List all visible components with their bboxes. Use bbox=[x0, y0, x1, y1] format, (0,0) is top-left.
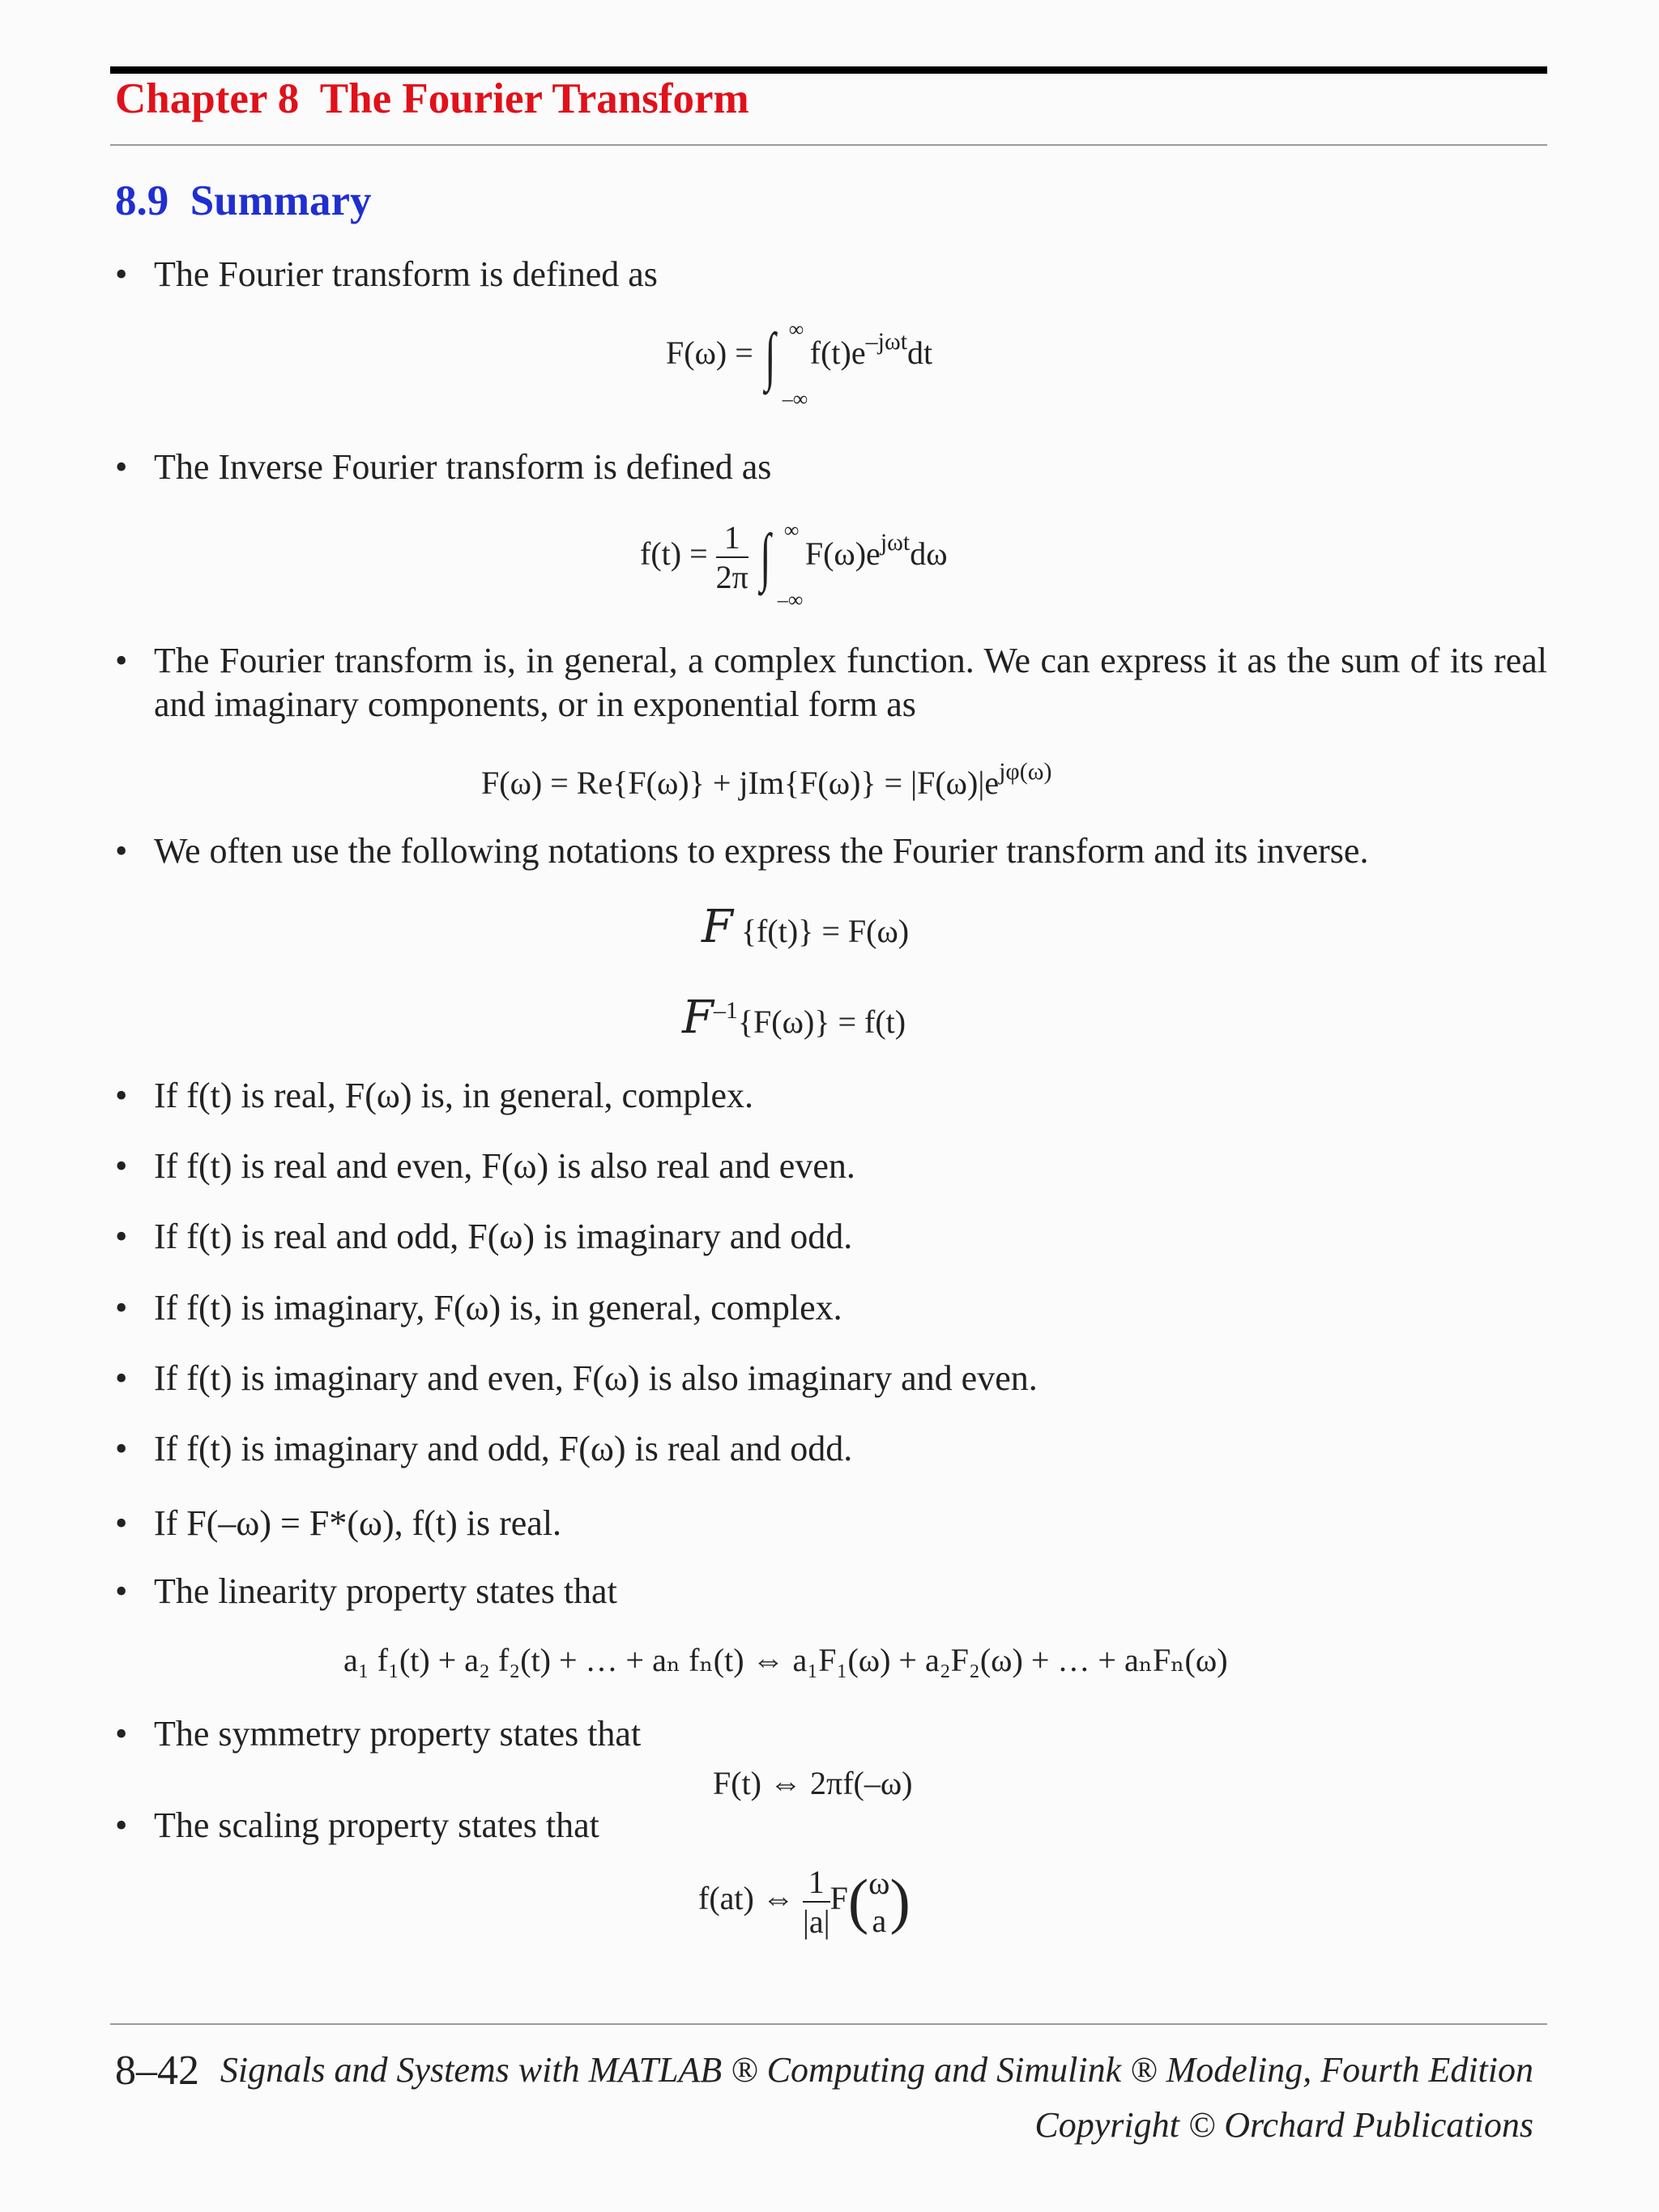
bullet-text: The Fourier transform is, in general, a complex function. We can express it as the sum of its real and imaginary components, or in exponential form as bbox=[154, 641, 1547, 724]
denominator: a bbox=[872, 1903, 887, 1939]
integral-upper: ∞ bbox=[783, 518, 800, 542]
bullet-prop-real-odd bbox=[115, 1215, 852, 1259]
eq-lhs: F(ω) = bbox=[666, 335, 753, 372]
bullet-dot: • bbox=[115, 1571, 128, 1611]
eq-lhs: f(at) ⇔ bbox=[698, 1880, 795, 1917]
bullet-dot: • bbox=[115, 1076, 128, 1115]
fourier-script-symbol: F bbox=[682, 991, 714, 1044]
bullet-text: We often use the following notations to express the Fourier transform and its inverse. bbox=[154, 831, 1369, 871]
bullet-dot: • bbox=[115, 1503, 128, 1543]
fraction-omega-over-a bbox=[868, 1864, 889, 1940]
integral-sign: ∫ bbox=[765, 321, 776, 392]
integral-lower: –∞ bbox=[777, 588, 804, 612]
bullet-text: If f(t) is real and even, F(ω) is also real and even. bbox=[154, 1146, 855, 1186]
bullet-complex-function bbox=[115, 639, 1547, 727]
bullet-dot: • bbox=[115, 831, 128, 871]
bullet-prop-real bbox=[115, 1074, 753, 1118]
footer-divider bbox=[110, 2023, 1547, 2025]
bullet-dot: • bbox=[115, 1358, 128, 1398]
chapter-heading: Chapter 8 The Fourier Transform bbox=[115, 75, 749, 122]
eq-function: F bbox=[830, 1880, 848, 1917]
bullet-dot: • bbox=[115, 1146, 128, 1186]
integral-upper: ∞ bbox=[788, 318, 804, 341]
bullet-prop-real-even bbox=[115, 1144, 855, 1188]
page-number: 8–42 bbox=[115, 2048, 199, 2094]
bullet-text: The Inverse Fourier transform is defined as bbox=[154, 447, 772, 487]
inverse-equation bbox=[640, 518, 948, 612]
eq-body: f(t)e bbox=[809, 335, 866, 372]
bullet-dot: • bbox=[115, 254, 128, 294]
bullet-text: The symmetry property states that bbox=[154, 1714, 642, 1754]
bullet-linearity bbox=[115, 1570, 617, 1613]
fourier-equation bbox=[666, 318, 933, 411]
eq-exponent: jωt bbox=[880, 529, 911, 556]
complex-form-equation bbox=[481, 758, 1051, 802]
bullet-scaling bbox=[115, 1804, 599, 1848]
eq-body: F(ω)e bbox=[804, 535, 881, 573]
bullet-text: If F(–ω) = F*(ω), f(t) is real. bbox=[154, 1503, 562, 1543]
bullet-text: If f(t) is imaginary and even, F(ω) is also imaginary and even. bbox=[154, 1358, 1038, 1398]
bullet-fourier-def bbox=[115, 253, 658, 296]
integral-lower: –∞ bbox=[782, 387, 808, 411]
eq-exponent: jφ(ω) bbox=[999, 758, 1052, 785]
bullet-dot: • bbox=[115, 1429, 128, 1468]
eq-differential: dt bbox=[907, 335, 933, 372]
bullet-dot: • bbox=[115, 1288, 128, 1328]
eq-body: {f(t)} = F(ω) bbox=[740, 913, 910, 949]
notation-forward bbox=[702, 901, 909, 953]
bullet-prop-imaginary-even bbox=[115, 1357, 1038, 1400]
eq-differential: dω bbox=[910, 535, 948, 573]
numerator: ω bbox=[868, 1865, 890, 1901]
header-rule bbox=[110, 66, 1547, 74]
linearity-equation: a₁ f₁(t) + a₂ f₂(t) + … + aₙ fₙ(t) ⇔ a₁F₁(ω) + a₂F₂(ω) + … + aₙFₙ(ω) bbox=[343, 1642, 1228, 1678]
eq-body: F(ω) = Re{F(ω)} + jIm{F(ω)} = |F(ω)|e bbox=[481, 765, 1000, 801]
numerator: 1 bbox=[803, 1863, 830, 1903]
copyright-line: Copyright © Orchard Publications bbox=[1034, 2105, 1533, 2145]
header-divider bbox=[110, 144, 1547, 146]
bullet-text: The Fourier transform is defined as bbox=[154, 254, 658, 294]
bullet-prop-conjugate bbox=[115, 1502, 561, 1545]
bullet-dot: • bbox=[115, 447, 128, 487]
symmetry-equation: F(t) ⇔ 2πf(–ω) bbox=[713, 1765, 913, 1801]
numerator: 1 bbox=[716, 518, 748, 558]
eq-exponent: –1 bbox=[713, 997, 738, 1024]
bullet-symmetry bbox=[115, 1712, 641, 1756]
bullet-text: If f(t) is imaginary and odd, F(ω) is real and odd. bbox=[154, 1429, 853, 1468]
bullet-dot: • bbox=[115, 1805, 128, 1845]
bullet-text: If f(t) is imaginary, F(ω) is, in general, complex. bbox=[154, 1288, 842, 1328]
bullet-text: If f(t) is real and odd, F(ω) is imaginary and odd. bbox=[154, 1217, 853, 1256]
eq-body: {F(ω)} = f(t) bbox=[737, 1004, 906, 1040]
bullet-text: The linearity property states that bbox=[154, 1571, 617, 1611]
fourier-script-symbol: F bbox=[702, 901, 733, 953]
scaling-equation bbox=[698, 1863, 911, 1941]
bullet-dot: • bbox=[115, 1714, 128, 1754]
bullet-text: If f(t) is real, F(ω) is, in general, complex. bbox=[154, 1076, 754, 1115]
bullet-dot: • bbox=[115, 641, 128, 680]
left-paren: ( bbox=[847, 1867, 869, 1936]
section-title: 8.9 Summary bbox=[115, 177, 372, 224]
denominator: 2π bbox=[715, 559, 748, 595]
fraction-1-over-abs-a bbox=[803, 1863, 830, 1941]
eq-exponent: –jωt bbox=[865, 328, 908, 356]
bullet-text: The scaling property states that bbox=[154, 1805, 599, 1845]
bullet-dot: • bbox=[115, 1217, 128, 1256]
bullet-inverse-def bbox=[115, 445, 771, 489]
bullet-prop-imaginary bbox=[115, 1286, 842, 1330]
denominator: |a| bbox=[802, 1903, 830, 1940]
notation-inverse bbox=[682, 991, 906, 1044]
integral-sign: ∫ bbox=[760, 522, 771, 593]
bullet-notation bbox=[115, 829, 1368, 873]
book-title: Signals and Systems with MATLAB ® Computing and Simulink ® Modeling, Fourth Edition bbox=[220, 2050, 1533, 2090]
right-paren: ) bbox=[889, 1867, 911, 1936]
bullet-prop-imaginary-odd bbox=[115, 1427, 852, 1471]
eq-lhs: f(t) = bbox=[640, 535, 708, 573]
fraction-1-over-2pi bbox=[716, 518, 748, 596]
